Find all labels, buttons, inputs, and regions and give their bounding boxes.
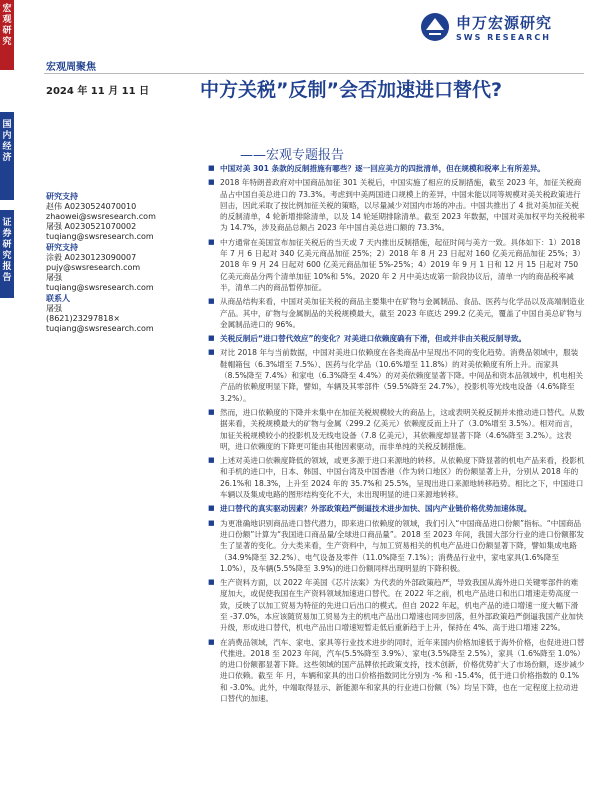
analyst-email[interactable]: tuqiang@swsresearch.com <box>46 283 154 292</box>
logo-cn-text: 申万宏源研究 <box>456 14 553 32</box>
header-divider <box>44 73 584 74</box>
summary-point: ■ 然而，进口依赖度的下降并未集中在加征关税规模较大的商品上，这或表明关税反制并未推动进口替代。从数据来看，关税规模最大的矿物与金属（299.2 亿美元）依赖度反而上升了（3.0%增至 3.5%）。相对而言，加征关税规模较小的投影机及无线电设备（7.8 亿美元），其依赖度却显著下降（4.6%降至 3.2%）。这表明，进口依赖度的下降更可能由其他因素驱动，而非单纯的关税反制措施。 <box>208 407 585 451</box>
report-title: 中方关税”反制”会否加速进口替代? <box>200 79 502 101</box>
analyst-email[interactable]: pujy@swsresearch.com <box>46 263 141 272</box>
analyst-name: 赵伟 A0230524070010 <box>46 202 137 211</box>
summary-point: ■ 关税反制后“进口替代效应”的变化？对美进口依赖度确有下滑，但或并非由关税反制导致。 <box>208 334 527 344</box>
sidebar-label-macro: 宏观研究 <box>2 4 12 47</box>
company-logo <box>420 12 552 42</box>
contact-name: 屠强 <box>46 304 62 313</box>
summary-point: ■ 2018 年特朗普政府对中国商品加征 301 关税后，中国实施了相应的反制措施，截至 2023 年，加征关税商品占中国自美总进口的 73.3%。考虑到中美两国进口规模上的差异，中国未能以同等规模对美关税政策进行回击，因此采取了按比例加征关税的策略，以尽量减少对国内市场的冲击。中国共推出了 4 批对美加征关税的反制清单，4 轮新增排除清单，以及 14 轮延期排除清单。截至 2023 年数据，中国对美加权平均关税税率为 14.7%，涉及商品总额占 2023 年中国自美总进口额的 73.3%。 <box>208 178 585 233</box>
logo-en-text: SWS RESEARCH <box>456 33 551 42</box>
summary-point: ■ 中国对美 301 条款的反制措施有哪些？逐一回应美方的四批清单，但在规模和税率上有所差异。 <box>208 164 545 173</box>
bullet-icon: ■ <box>208 637 215 646</box>
sidebar-label-domestic: 国内经济 <box>2 120 12 163</box>
analyst-panel <box>46 192 196 334</box>
summary-point: ■ 为更准确地识别商品进口替代潜力，即来进口依赖度的领域，我们引入“中国商品进口份额”指标。“中国商品进口份额”计算为“我国进口商品量/全球进口商品量”。2018 至 2023 年间，我国大部分行业的进口份额都发生了显著的变化。分大类来看，生产资料中，与加工贸易相关的机电产品进口份额显著下降，譬如集成电路（34.9%降至 32.2%）、电气设备及零件（11.0%降至 7.1%）；消费品行业中，家电家具(1.6%降至 1.0%），及车辆(5.5%降至 3.9%)的进口份额同样出现明显的下降积极。 <box>208 518 584 573</box>
summary-point: ■ 中方通常在美国宣布加征关税后的当天或 7 天内推出反制措施，起征时间与美方一致。具体如下：1）2018 年 7 月 6 日起对 340 亿美元商品加征 25%；2）2018 年 8 月 23 日起对 160 亿美元商品加征 25%；3）2018 年 9 月 24 日起对 600 亿美元商品加征 5%-25%；4）2019 年 9 月 1 日和 12 月 15 日起对 750 亿美元商品分两个清单加征 10%和 5%。2020 年 2 月中美达成第一阶段协议后，清单一内的商品税率减半，清单二内的商品暂停加征。 <box>208 237 585 292</box>
contact-section-label: 联系人 <box>46 294 70 303</box>
analyst-email[interactable]: zhaowei@swsresearch.com <box>46 212 156 221</box>
bullet-icon: ■ <box>208 164 215 172</box>
contact-phone: (8621)23297818× <box>46 314 121 323</box>
left-sidebar <box>0 0 14 800</box>
analyst-section-label: 研究支持 <box>46 192 78 201</box>
bullet-icon: ■ <box>208 178 215 187</box>
bullet-icon: ■ <box>208 456 215 465</box>
analyst-name: 屠强 <box>46 273 62 282</box>
sidebar-label-securities: 证券研究报告 <box>2 218 12 283</box>
summary-point: ■ 生产资料方面，以 2022 年美国《芯片法案》为代表的外部政策趋严，导致我国从海外进口关键零部件的难度加大，或促使我国在生产资料领域加速进口替代。在 2022 年之前，机电产品进口和出口增速走势高度一致，反映了以加工贸易为特征的先进口后出口的模式。但自 2022 年起，机电产品的进口增速一度大幅下滑至 -37.0%，本应该随贸易加工贸易为主的机电产品出口增速也同步回落，但外部政策趋严倒逼我国产业加快升级，形成进口替代，机电产品出口增速短暂走低后重新趋于上升，保持在 4%、高于进口增速 22%。 <box>208 578 584 633</box>
report-subtitle: ——宏观专题报告 <box>240 148 345 163</box>
contact-email[interactable]: tuqiang@swsresearch.com <box>46 324 154 333</box>
report-body <box>200 163 585 707</box>
bullet-icon: ■ <box>208 407 215 416</box>
summary-point: ■ 从商品结构来看，中国对美加征关税的商品主要集中在矿物与金属制品、食品、医药与化学品以及高端制造业产品。其中，矿物与金属制品的关税规模最大，截至 2023 年底达 299.2 亿美元，覆盖了中国自美总矿物与金属制品进口的 96%。 <box>208 297 585 329</box>
summary-point: ■ 在消费品领域，汽车、家电、家具等行业技术进步的同时，近年来国内价格加速低于海外价格，也促进进口替代推进。2018 至 2023 年间，汽车(5.5%降至 3.9%）、家电(3.5%降至 2.5%），家具（1.6%降至 1.0%）的进口份额都显著下降。这些领域的国产品牌依托政策支持，技术创新，价格优势扩大了市场份额，逐步减少进口依赖。截至 年 月，车辆和家具的出口价格指数同比分别为 -% 和 -15.4%，低于进口价格指数的 0.1%和 -3.0%。此外，中端取得显示、新能源车和家具的行业进口份额（%）均呈下降，也在一定程度上拉动进口替代的加速。 <box>208 637 585 704</box>
logo-icon <box>420 12 450 42</box>
report-date: 2024 年 11 月 11 日 <box>46 86 150 97</box>
bullet-icon: ■ <box>208 518 215 527</box>
bullet-icon: ■ <box>208 578 215 587</box>
analyst-email[interactable]: tuqiang@swsresearch.com <box>46 232 154 241</box>
bullet-icon: ■ <box>208 504 215 513</box>
summary-point: ■ 上述对美进口依赖度降低的领域，或更多源于进口来源地的转移。从依赖度下降显著的机电产品来看，投影机和手机的进口中，日本、韩国、中国台湾及中国香港（作为转口地区）的份额显著上升，分别从 2018 年的 26.1%和 18.3%，上升至 2024 年的 35.7%和 25.5%，呈现出进口来源地转移趋势。相比之下，中国进口车辆以及集成电路的图形结构变化不大，未出现明显的进口来源地转移。 <box>208 456 585 500</box>
summary-point: ■ 进口替代的真实驱动因素？外部政策趋严倒逼技术进步加快、国内产业链价格优势加速体现。 <box>208 504 532 514</box>
bullet-icon: ■ <box>208 348 215 357</box>
report-series: 宏观周聚焦 <box>46 62 96 73</box>
bullet-icon: ■ <box>208 334 215 343</box>
bullet-icon: ■ <box>208 237 215 246</box>
summary-point: ■ 对比 2018 年与当前数据，中国对美进口依赖度在各类商品中呈现出不同的变化趋势。消费品领域中，服装鞋帽箱包（6.3%增至 7.5%）、医药与化学品（10.6%增至 11.8%）的对美依赖度有所上升。而家具（8.5%降至 7.4%）和家电（6.3%降至 4.4%）的对美依赖度显著下降。中间品和资本品领域中，机电相关产品的依赖度明显下降，譬如，车辆及其零部件（59.5%降至 24.7%），投影机等光线电设备（4.6%降至 3.2%）。 <box>208 348 583 403</box>
support-section-label: 研究支持 <box>46 243 78 252</box>
bullet-icon: ■ <box>208 297 215 306</box>
analyst-name: 涂毅 A0230123090007 <box>46 253 137 262</box>
analyst-name: 屠强 A0230521070002 <box>46 222 137 231</box>
